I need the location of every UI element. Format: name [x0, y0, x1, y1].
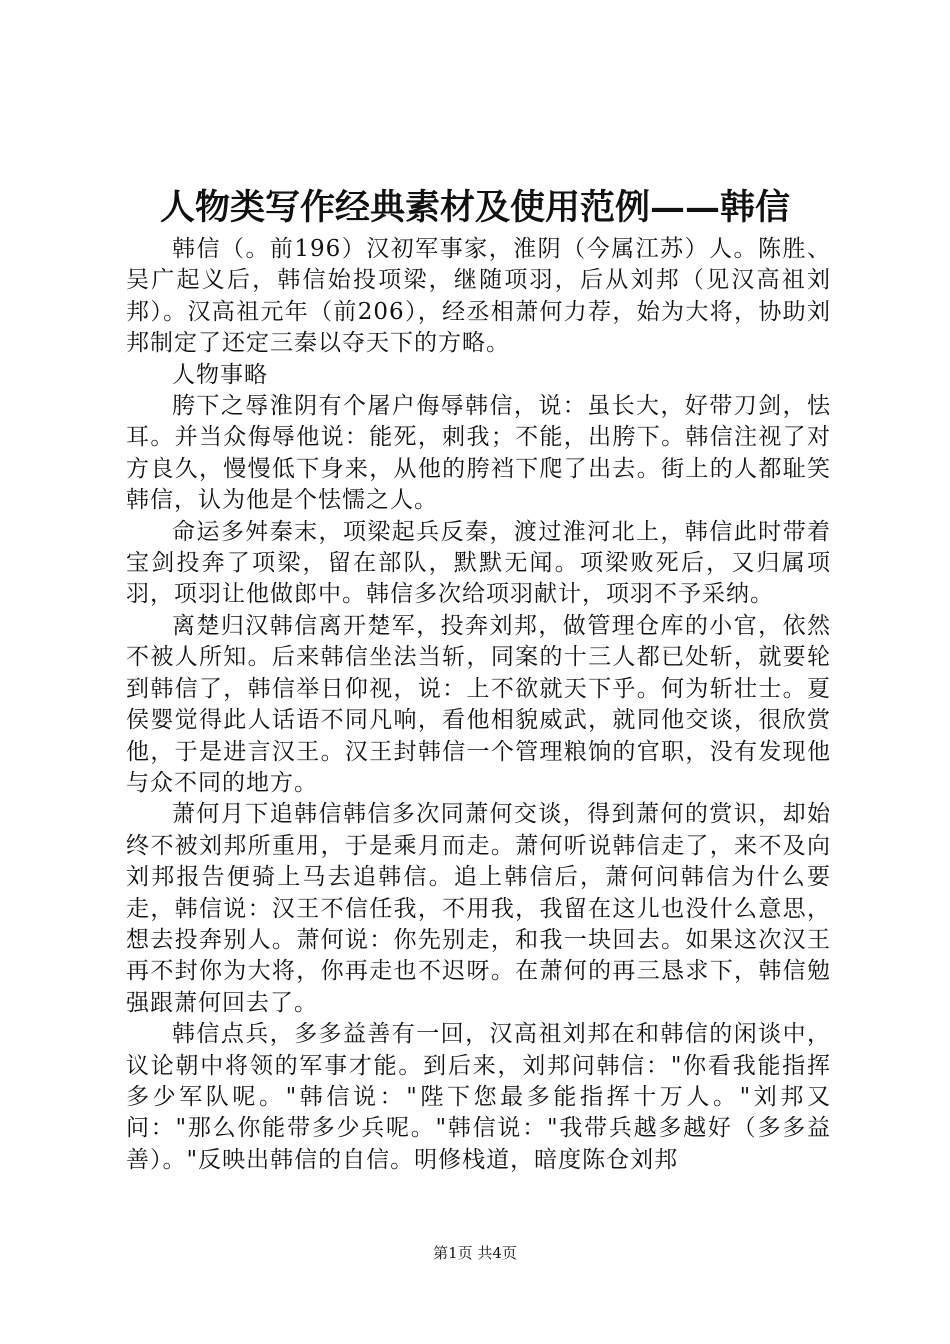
paragraph-mingyun: 命运多舛秦末，项梁起兵反秦，渡过淮河北上，韩信此时带着宝剑投奔了项梁，留在部队，默默无闻。项梁败死后，又归属项羽，项羽让他做郎中。韩信多次给项羽献计，项羽不予采纳。: [126, 518, 831, 608]
section-heading: 人物事略: [172, 361, 268, 388]
paragraph-intro: 韩信（。前196）汉初军事家，淮阴（今属江苏）人。陈胜、吴广起义后，韩信始投项梁，继随项羽，后从刘邦（见汉高祖刘邦）。汉高祖元年（前206），经丞相萧何力荐，始为大将，协助刘邦制定了还定三秦以夺天下的方略。: [126, 236, 831, 357]
paragraph-dianbing: 韩信点兵，多多益善有一回，汉高祖刘邦在和韩信的闲谈中，议论朝中将领的军事才能。到后来，刘邦问韩信："你看我能指挥多少军队呢。"韩信说："陛下您最多能指挥十万人。"刘邦又问："那么你能带多少兵呢。"韩信说："我带兵越多越好（多多益善）。"反映出韩信的自信。明修栈道，暗度陈仓刘邦: [126, 1021, 831, 1173]
paragraph-lichu: 离楚归汉韩信离开楚军，投奔刘邦，做管理仓库的小官，依然不被人所知。后来韩信坐法当斩，同案的十三人都已处斩，就要轮到韩信了，韩信举日仰视，说：上不欲就天下乎。何为斩壮士。夏侯婴觉得此人话语不同凡响，看他相貌威武，就同他交谈，很欣赏他，于是进言汉王。汉王封韩信一个管理粮饷的官职，没有发现他与众不同的地方。: [126, 612, 831, 796]
paragraph-kuaxia: 胯下之辱淮阴有个屠户侮辱韩信，说：虽长大，好带刀剑，怯耳。并当众侮辱他说：能死，刺我；不能，出胯下。韩信注视了对方良久，慢慢低下身来，从他的胯裆下爬了出去。街上的人都耻笑韩信，认为他是个怯懦之人。: [126, 393, 831, 514]
paragraph-xiaohe: 萧何月下追韩信韩信多次同萧何交谈，得到萧何的赏识，却始终不被刘邦所重用，于是乘月而走。萧何听说韩信走了，来不及向刘邦报告便骑上马去追韩信。追上韩信后，萧何问韩信为什么要走，韩信说：汉王不信任我，不用我，我留在这儿也没什么意思，想去投奔别人。萧何说：你先别走，和我一块回去。如果这次汉王再不封你为大将，你再走也不迟呀。在萧何的再三恳求下，韩信勉强跟萧何回去了。: [126, 801, 831, 1016]
document-body: [126, 234, 831, 1176]
page-footer: 第1页 共4页: [433, 1244, 517, 1262]
document-title: 人物类写作经典素材及使用范例——韩信: [159, 187, 790, 228]
